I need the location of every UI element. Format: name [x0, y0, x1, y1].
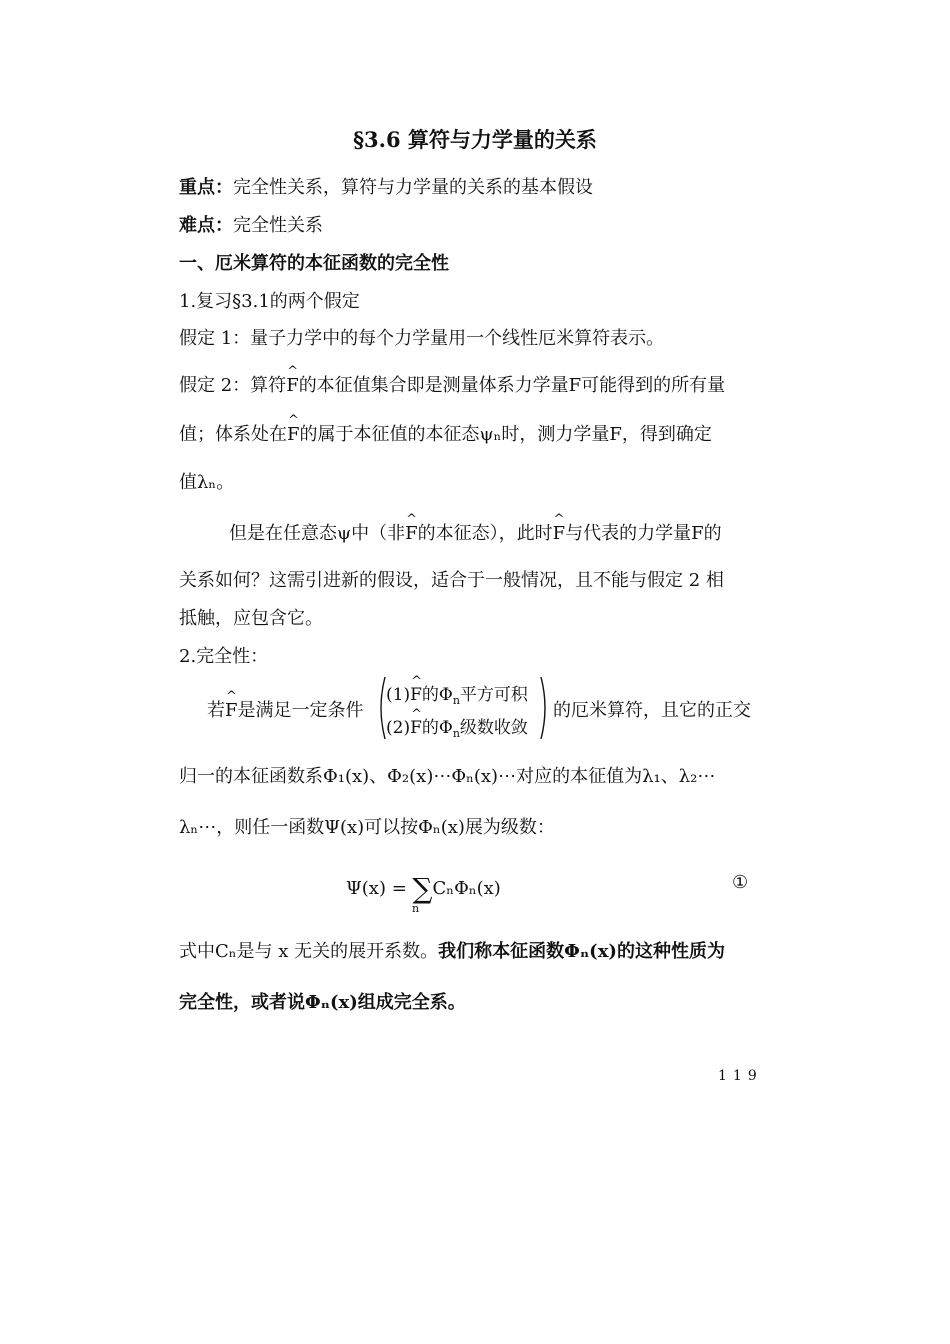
condition-1: (1)^ F的$\Phi_n$平方可积: [386, 680, 528, 707]
operator-f-hat: ^ F: [287, 424, 300, 445]
sum-index: n: [412, 902, 420, 915]
difficult-label: 难点：: [179, 215, 233, 236]
difficult-line: [179, 211, 323, 237]
paragraph-line-3: 抵触，应包含它。: [179, 608, 323, 629]
key-point-label: 重点：: [179, 177, 233, 198]
equation-number: ①: [732, 872, 749, 893]
sum-symbol: ∑: [412, 872, 433, 905]
page-title: §3.6 算符与力学量的关系: [353, 127, 597, 152]
psi-n: ψₙ: [479, 424, 502, 445]
condition-2: (2)^ F的$\Phi_n$级数收敛: [386, 713, 528, 740]
final-line-2: 完全性，或者说Φₙ(x)组成完全系。: [179, 992, 466, 1013]
condition-tail: 的厄米算符，且它的正交: [553, 700, 751, 721]
item-2: 2.完全性：: [179, 646, 269, 667]
right-bracket: [539, 675, 551, 741]
assumption-2: 假定 2：算符^ F的本征值集合即是测量体系力学量F可能得到的所有量: [179, 371, 725, 397]
difficult-text: 完全性关系: [233, 215, 323, 236]
section-heading-1: 一、厄米算符的本征函数的完全性: [179, 253, 449, 274]
operator-f-hat: ^ F: [553, 523, 566, 544]
assumption-2-end: 值λₙ。: [179, 472, 235, 493]
operator-f-hat: ^ F: [405, 523, 418, 544]
page-number: 119: [718, 1068, 763, 1084]
lambda-n: λₙ: [197, 472, 217, 493]
paragraph-line-1: 但是在任意态ψ中（非^ F的本征态），此时^ F与代表的力学量F的: [229, 519, 722, 545]
operator-f-hat: ^ F: [225, 700, 238, 721]
assumption-2-cont: 值；体系处在^ F的属于本征值的本征态ψₙ时，测力学量F，得到确定: [179, 420, 712, 446]
item-1: 1.复习§3.1的两个假定: [179, 291, 360, 312]
key-point-text: 完全性关系，算符与力学量的关系的基本假设: [233, 177, 593, 198]
final-line-1: 式中Cₙ是与 x 无关的展开系数。我们称本征函数Φₙ(x)的这种性质为: [179, 941, 725, 962]
condition-lead: 若^ F是满足一定条件: [207, 696, 364, 722]
expansion-formula: Ψ(x) = ∑CₙΦₙ(x): [346, 872, 501, 905]
eigen-line-1: 归一的本征函数系Φ₁(x)、Φ₂(x)⋯Φₙ(x)⋯对应的本征值为λ₁、λ₂⋯: [179, 766, 716, 787]
operator-f-hat: ^ F: [286, 375, 299, 396]
psi: ψ: [337, 523, 352, 544]
eigen-line-2: λₙ⋯，则任一函数Ψ(x)可以按Φₙ(x)展为级数：: [179, 817, 555, 838]
key-point-line: [179, 173, 593, 199]
assumption-1: 假定 1：量子力学中的每个力学量用一个线性厄米算符表示。: [179, 328, 665, 349]
paragraph-line-2: 关系如何？这需引进新的假设，适合于一般情况，且不能与假定 2 相: [179, 570, 724, 591]
